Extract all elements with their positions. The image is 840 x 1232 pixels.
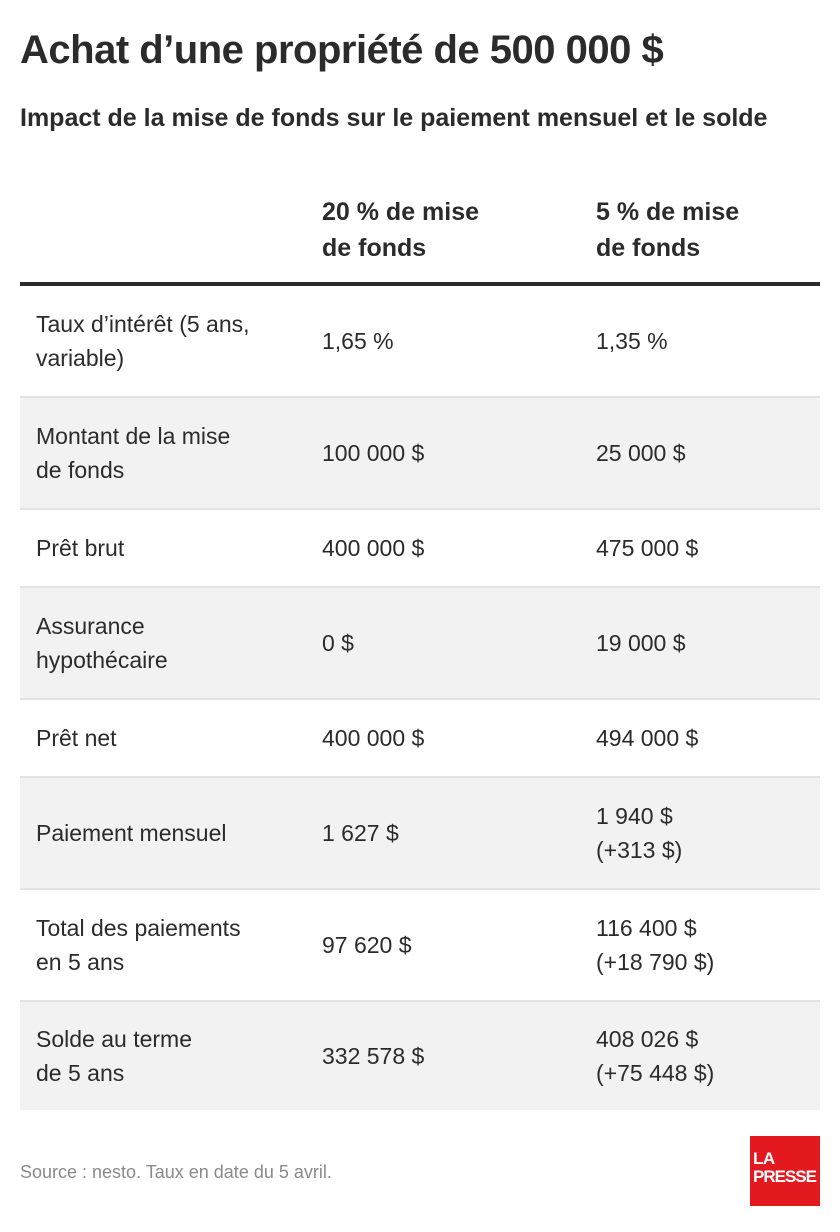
value-5-percent-cell (596, 700, 816, 776)
table-row (20, 1002, 820, 1110)
value-5-percent-cell (596, 1002, 816, 1110)
row-label: Total des paiements en 5 ans (36, 915, 241, 975)
value-5-percent-cell (596, 398, 816, 508)
row-label: Paiement mensuel (36, 820, 227, 846)
logo-line-1: LA (753, 1149, 775, 1168)
value-5-percent: 475 000 $ (596, 535, 699, 561)
table-header (20, 190, 820, 286)
table-row (20, 510, 820, 588)
table-row (20, 286, 820, 398)
value-5-percent-cell (596, 890, 816, 1000)
table-row (20, 890, 820, 1002)
row-label-cell (36, 286, 286, 396)
value-20-percent-cell (322, 398, 572, 508)
value-5-percent: 25 000 $ (596, 440, 686, 466)
row-label-cell (36, 890, 286, 1000)
row-label: Prêt net (36, 725, 117, 751)
value-20-percent: 1 627 $ (322, 820, 399, 846)
value-5-percent-cell (596, 286, 816, 396)
row-label-cell (36, 510, 286, 586)
value-5-percent-cell (596, 510, 816, 586)
value-20-percent: 100 000 $ (322, 440, 425, 466)
table-row (20, 778, 820, 890)
value-20-percent-cell (322, 588, 572, 698)
column-header-label: 20 % de mise de fonds (322, 198, 480, 262)
chart-subtitle: Impact de la mise de fonds sur le paiement mensuel et le solde (20, 104, 768, 132)
row-label-cell (36, 778, 286, 888)
value-20-percent: 1,65 % (322, 328, 394, 354)
la-presse-logo (750, 1136, 820, 1206)
value-5-percent-cell (596, 778, 816, 888)
logo-line-2: PRESSE (753, 1167, 816, 1186)
value-5-percent: 19 000 $ (596, 630, 686, 656)
value-5-percent: 494 000 $ (596, 725, 699, 751)
value-5-percent: 1 940 $ (+313 $) (596, 803, 683, 863)
row-label-cell (36, 588, 286, 698)
table-body (20, 286, 820, 1110)
column-header-20-percent (322, 194, 522, 266)
value-20-percent-cell (322, 1002, 572, 1110)
row-label: Assurance hypothécaire (36, 613, 168, 673)
value-5-percent: 1,35 % (596, 328, 668, 354)
value-20-percent-cell (322, 778, 572, 888)
value-5-percent-cell (596, 588, 816, 698)
value-20-percent: 400 000 $ (322, 725, 425, 751)
row-label-cell (36, 1002, 286, 1110)
source-note: Source : nesto. Taux en date du 5 avril. (20, 1162, 332, 1182)
row-label-cell (36, 398, 286, 508)
value-20-percent-cell (322, 700, 572, 776)
row-label: Prêt brut (36, 535, 125, 561)
column-header-5-percent (596, 194, 796, 266)
column-header-label: 5 % de mise de fonds (596, 198, 740, 262)
value-20-percent-cell (322, 890, 572, 1000)
value-20-percent: 332 578 $ (322, 1043, 425, 1069)
table-row (20, 398, 820, 510)
value-20-percent-cell (322, 286, 572, 396)
row-label-cell (36, 700, 286, 776)
value-20-percent-cell (322, 510, 572, 586)
value-5-percent: 408 026 $ (+75 448 $) (596, 1026, 715, 1086)
value-5-percent: 116 400 $ (+18 790 $) (596, 915, 715, 975)
row-label: Solde au terme de 5 ans (36, 1026, 192, 1086)
row-label: Taux d’intérêt (5 ans, variable) (36, 311, 250, 371)
chart-title: Achat d’une propriété de 500 000 $ (20, 28, 664, 72)
row-label: Montant de la mise de fonds (36, 423, 231, 483)
value-20-percent: 97 620 $ (322, 932, 412, 958)
value-20-percent: 0 $ (322, 630, 354, 656)
table-row (20, 588, 820, 700)
comparison-table (20, 190, 820, 1110)
value-20-percent: 400 000 $ (322, 535, 425, 561)
table-row (20, 700, 820, 778)
